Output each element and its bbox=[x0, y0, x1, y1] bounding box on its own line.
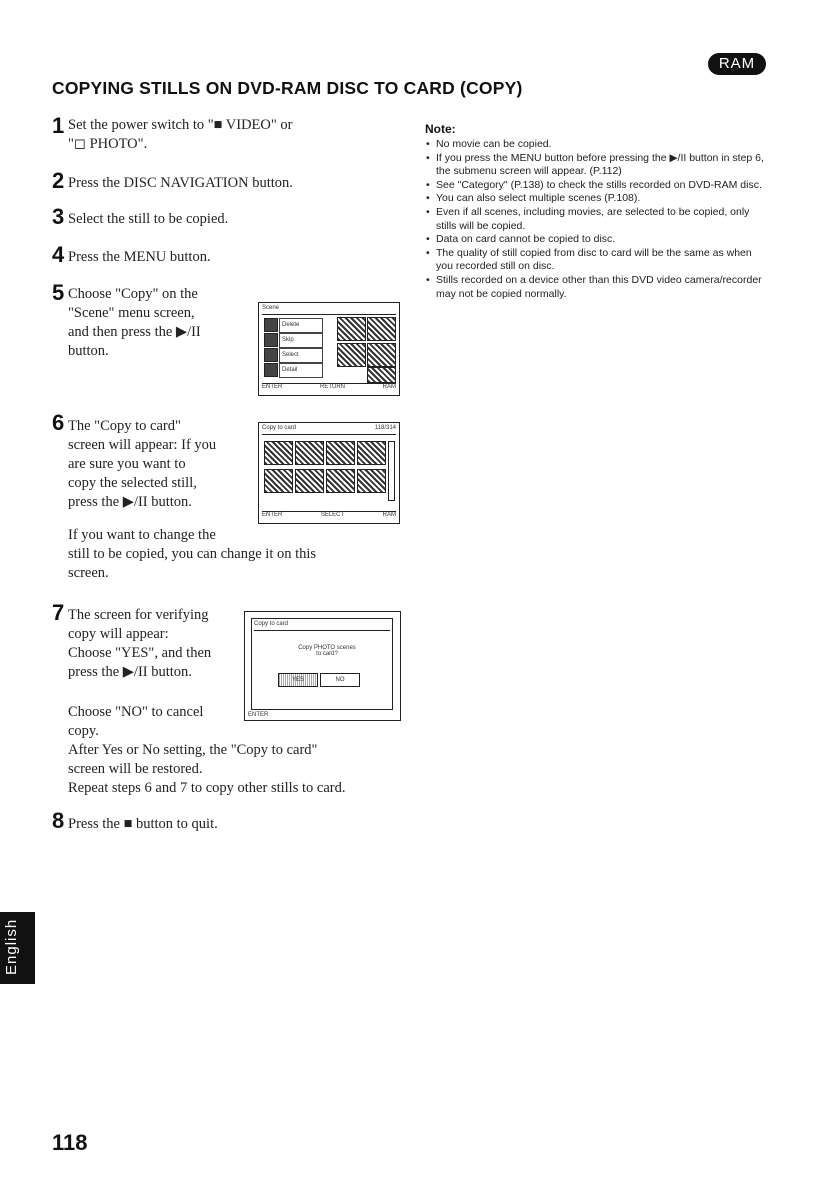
thumbnail[interactable] bbox=[357, 441, 386, 465]
screen-header: Scene bbox=[262, 305, 396, 315]
step-6-line: The "Copy to card" bbox=[68, 418, 181, 434]
step-7-extra-line: After Yes or No setting, the "Copy to card" bbox=[68, 742, 318, 758]
step-6-extra-line: If you want to change the bbox=[68, 527, 216, 543]
step-5-number: 5 bbox=[52, 280, 65, 305]
thumbnail[interactable] bbox=[326, 441, 355, 465]
step-3-text bbox=[68, 210, 228, 229]
note-item: • The quality of still copied from disc to card will be the same as when you recorded still on disc. bbox=[425, 247, 770, 274]
detail-icon bbox=[264, 363, 278, 377]
copy-to-card-screen bbox=[258, 422, 400, 524]
step-5-line: and then press the ▶/II bbox=[68, 324, 201, 340]
thumbnail bbox=[337, 343, 366, 367]
step-6-number: 6 bbox=[52, 410, 65, 435]
no-button[interactable]: NO bbox=[320, 673, 360, 687]
page-number: 118 bbox=[52, 1130, 88, 1155]
skip-icon bbox=[264, 333, 278, 347]
step-4-text bbox=[68, 248, 211, 267]
step-8-text bbox=[68, 815, 218, 834]
step-3-number: 3 bbox=[52, 204, 65, 229]
dialog-frame bbox=[251, 618, 393, 710]
thumbnail bbox=[367, 367, 396, 383]
step-2-line: Press the DISC NAVIGATION button. bbox=[68, 175, 293, 191]
scene-counter: 118/314 bbox=[374, 425, 396, 431]
step-6-extra bbox=[68, 526, 408, 583]
step-8-line: Press the ■ button to quit. bbox=[68, 816, 218, 832]
step-7-extra-line: screen will be restored. bbox=[68, 761, 203, 777]
step-2-number: 2 bbox=[52, 168, 65, 193]
footer-enter: ENTER bbox=[262, 384, 283, 390]
menu-item-detail[interactable]: Detail bbox=[279, 363, 323, 378]
step-7-line: copy will appear: bbox=[68, 626, 169, 642]
yes-button[interactable]: YES bbox=[278, 673, 318, 687]
scene-menu-screen bbox=[258, 302, 400, 396]
thumbnail[interactable] bbox=[264, 469, 293, 493]
thumbnail bbox=[337, 317, 366, 341]
step-4-line: Press the MENU button. bbox=[68, 249, 211, 265]
confirm-prompt bbox=[272, 645, 382, 657]
step-6-line: press the ▶/II button. bbox=[68, 494, 192, 510]
menu-item-delete[interactable]: Delete bbox=[279, 318, 323, 333]
thumbnail[interactable] bbox=[326, 469, 355, 493]
footer-enter: ENTER bbox=[248, 712, 269, 718]
ram-badge: RAM bbox=[708, 53, 766, 75]
step-6-line: are sure you want to bbox=[68, 456, 186, 472]
prompt-line: Copy PHOTO scenes bbox=[298, 645, 356, 651]
step-5-line: button. bbox=[68, 343, 109, 359]
step-6-line: screen will appear: If you bbox=[68, 437, 217, 453]
footer-ram: RAM bbox=[382, 512, 396, 518]
step-7-number: 7 bbox=[52, 600, 65, 625]
step-1-number: 1 bbox=[52, 113, 65, 138]
step-5-line: Choose "Copy" on the bbox=[68, 286, 198, 302]
step-6-line: copy the selected still, bbox=[68, 475, 197, 491]
screen-footer bbox=[262, 511, 396, 521]
step-1-line: Set the power switch to "■ VIDEO" or bbox=[68, 117, 293, 133]
notes-list bbox=[425, 138, 770, 301]
step-1-line: "◻ PHOTO". bbox=[68, 136, 148, 152]
note-item: • No movie can be copied. bbox=[425, 138, 770, 152]
footer-ram: RAM bbox=[382, 384, 396, 390]
note-item: • You can also select multiple scenes (P.108). bbox=[425, 192, 770, 206]
language-tab bbox=[0, 912, 35, 984]
step-5-text bbox=[68, 285, 243, 361]
step-7-text bbox=[68, 606, 248, 682]
language-label: English bbox=[3, 918, 20, 975]
screen-footer bbox=[262, 383, 396, 393]
thumbnail bbox=[367, 317, 396, 341]
step-7-extra bbox=[68, 703, 408, 798]
step-7-line: Choose "YES", and then bbox=[68, 645, 212, 661]
step-7-extra-line: Repeat steps 6 and 7 to copy other stills to card. bbox=[68, 780, 346, 796]
step-6-extra-line: screen. bbox=[68, 565, 109, 581]
step-2-text bbox=[68, 174, 293, 193]
step-6-extra-line: still to be copied, you can change it on this bbox=[68, 546, 317, 562]
scrollbar[interactable] bbox=[388, 441, 395, 501]
step-4-number: 4 bbox=[52, 242, 65, 267]
step-5-line: "Scene" menu screen, bbox=[68, 305, 195, 321]
step-7-line: press the ▶/II button. bbox=[68, 664, 192, 680]
step-7-extra-line: copy. bbox=[68, 723, 99, 739]
note-title: Note: bbox=[425, 122, 456, 136]
step-1-text bbox=[68, 116, 293, 154]
step-7-line: The screen for verifying bbox=[68, 607, 209, 623]
note-item: • Even if all scenes, including movies, are selected to be copied, only stills will be copied. bbox=[425, 206, 770, 233]
thumbnail[interactable] bbox=[295, 469, 324, 493]
prompt-line: to card? bbox=[316, 651, 338, 657]
step-3-line: Select the still to be copied. bbox=[68, 211, 229, 227]
step-6-text bbox=[68, 417, 248, 512]
delete-icon bbox=[264, 318, 278, 332]
thumbnail[interactable] bbox=[295, 441, 324, 465]
step-7-extra-line: Choose "NO" to cancel bbox=[68, 704, 204, 720]
thumbnail[interactable] bbox=[357, 469, 386, 493]
thumbnail bbox=[367, 343, 396, 367]
select-icon bbox=[264, 348, 278, 362]
screen-title: Copy to card bbox=[262, 425, 297, 431]
menu-item-skip[interactable]: Skip bbox=[279, 333, 323, 348]
screen-header bbox=[262, 425, 396, 435]
page-title: COPYING STILLS ON DVD-RAM DISC TO CARD (COPY) bbox=[52, 78, 523, 98]
screen-header: Copy to card bbox=[254, 621, 390, 631]
note-item: • See "Category" (P.138) to check the stills recorded on DVD-RAM disc. bbox=[425, 179, 770, 193]
menu-item-select[interactable]: Select bbox=[279, 348, 323, 363]
thumbnail[interactable] bbox=[264, 441, 293, 465]
footer-enter: ENTER bbox=[262, 512, 283, 518]
footer-select: SELECT bbox=[320, 512, 345, 518]
note-item: • If you press the MENU button before pressing the ▶/II button in step 6, the submenu screen will appear. (P.112) bbox=[425, 152, 770, 179]
note-item: • Stills recorded on a device other than this DVD video camera/recorder may not be copied normally. bbox=[425, 274, 770, 301]
step-8-number: 8 bbox=[52, 808, 65, 833]
footer-return: RETURN bbox=[320, 384, 345, 390]
note-item: • Data on card cannot be copied to disc. bbox=[425, 233, 770, 247]
